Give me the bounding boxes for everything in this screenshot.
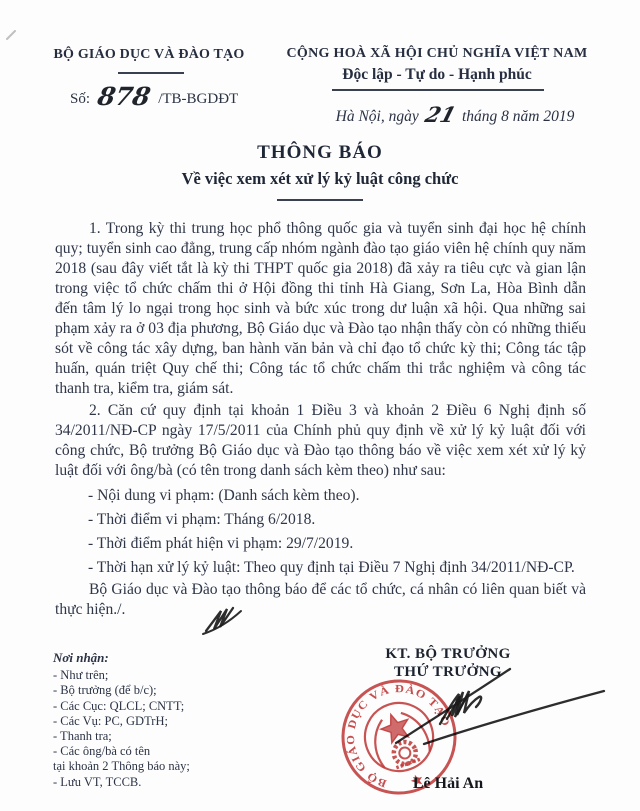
signer-name: Lê Hải An <box>412 775 484 792</box>
title-underline <box>277 199 363 201</box>
recipient-item: - Các Cục: QLCL; CNTT; <box>53 698 185 713</box>
emblem-cog-core <box>398 746 412 760</box>
recipient-item: - Thanh tra; <box>53 729 112 744</box>
recipient-item: - Các ông/bà có tên <box>53 744 151 759</box>
date-suffix: tháng 8 năm 2019 <box>461 108 575 125</box>
recipient-item: - Lưu VT, TCCB. <box>53 774 142 789</box>
recipient-item: - Bộ trưởng (để b/c); <box>53 683 157 698</box>
seal-ring-text: BỘ GIÁO DỤC VÀ ĐÀO TẠO <box>344 683 452 790</box>
list-item: - Nội dung vi phạm: (Danh sách kèm theo). <box>88 487 360 504</box>
document-body <box>55 219 586 620</box>
agency-underline <box>118 72 184 74</box>
closing-paragraph: Bộ Giáo dục và Đào tạo thông báo để các tổ chức, cá nhân có liên quan biết và thực hiện./. <box>55 581 586 618</box>
list-item: - Thời hạn xử lý kỷ luật: Theo quy định tại Điều 7 Nghị định 34/2011/NĐ-CP. <box>88 559 575 576</box>
paragraph-1: 1. Trong kỳ thi trung học phổ thông quốc gia và tuyển sinh đại học hệ chính quy; tuyển sinh cao đẳng, trung cấp nhóm ngành đào tạo giáo viên hệ chính quy năm 2018 (sau đây viết tắt là kỳ thi THPT quốc gia 2018) đã xảy ra tiêu cực và gian lận trong việc tổ chức chấm thi ở Hội đồng thi tỉnh Hà Giang, Sơn La, Hòa Bình dẫn đến tâm lý lo ngại trong học sinh và bức xúc trong dư luận xã hội. Qua những sai phạm xảy ra ở 03 địa phương, Bộ Giáo dục và Đào tạo nhận thấy còn có những thiếu sót về công tác xây dựng, ban hành văn bản và chỉ đạo tổ chức kỳ thi; Công tác tập huấn, quán triệt Quy chế thi; Công tác tổ chức chấm thi trắc nghiệm và công tác thanh tra, kiểm tra, giám sát. <box>55 220 586 397</box>
signer-title-line2: THỨ TRƯỞNG <box>393 664 503 680</box>
national-motto: Độc lập - Tự do - Hạnh phúc <box>342 66 532 83</box>
recipient-item: - Các Vụ: PC, GDTrH; <box>53 713 168 728</box>
recipient-item: - Như trên; <box>53 668 109 683</box>
place-date-line <box>290 101 620 126</box>
list-item: - Thời điểm vi phạm: Tháng 6/2018. <box>88 511 316 528</box>
scan-artifact <box>7 31 15 39</box>
national-title: CỘNG HOÀ XÃ HỘI CHỦ NGHĨA VIỆT NAM <box>286 46 588 61</box>
document-number-handwritten: 878 <box>95 82 153 111</box>
document-number-line <box>70 80 238 109</box>
issuing-agency-name: BỘ GIÁO DỤC VÀ ĐÀO TẠO <box>53 47 245 62</box>
document-subject: Về việc xem xét xử lý kỷ luật công chức <box>181 169 459 188</box>
list-item: - Thời điểm phát hiện vi phạm: 29/7/2019. <box>88 535 354 552</box>
recipients-label: Nơi nhận: <box>53 650 109 665</box>
recipients-block <box>53 650 190 790</box>
signer-title-line1: KT. BỘ TRƯỞNG <box>385 646 511 662</box>
date-prefix: Hà Nội, ngày <box>335 108 419 125</box>
paragraph-2: 2. Căn cứ quy định tại khoản 1 Điều 3 và khoản 2 Điều 6 Nghị định số 34/2011/NĐ-CP ngày 17/5/2011 của Chính phủ quy định về xử lý kỷ luật đối với công chức, Bộ trưởng Bộ Giáo dục và Đào tạo thông báo về việc xem xét xử lý kỷ luật đối với ông/bà (có tên trong danh sách kèm theo) như sau: <box>55 402 586 479</box>
recipient-item-continuation: tại khoản 2 Thông báo này; <box>53 759 190 774</box>
violation-detail-list <box>88 484 586 580</box>
document-number-suffix: /TB-BGDĐT <box>158 91 239 107</box>
motto-underline <box>332 89 544 91</box>
document-title: THÔNG BÁO <box>257 142 383 163</box>
document-number-label: Số: <box>70 91 91 107</box>
date-day-handwritten: 21 <box>422 102 459 127</box>
